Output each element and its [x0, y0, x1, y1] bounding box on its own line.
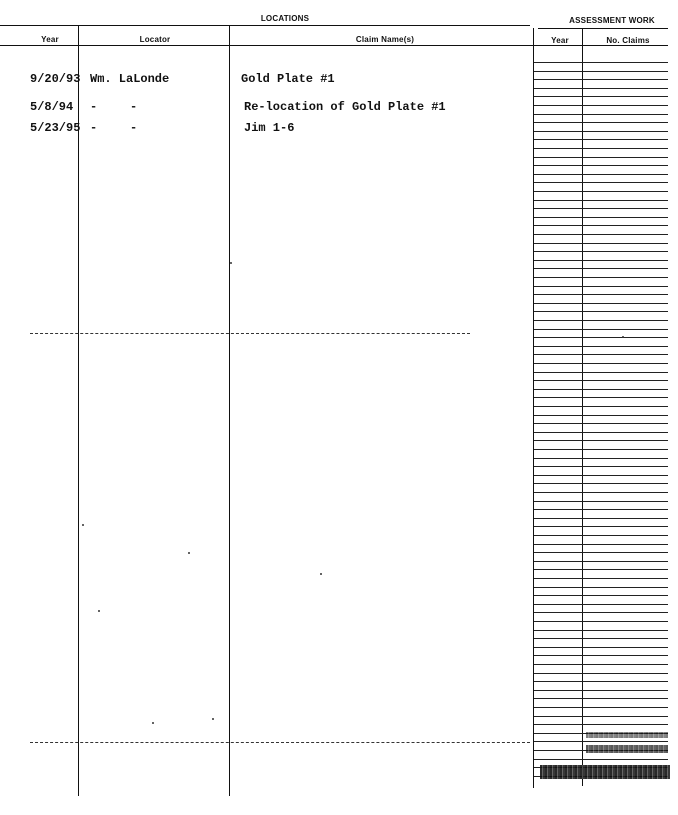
assessment-rule-line [534, 337, 668, 338]
assessment-rule-line [534, 690, 668, 691]
scan-speck [152, 722, 154, 724]
assessment-rule-line [534, 552, 668, 553]
scan-smudge [586, 732, 668, 738]
assessment-rule-line [534, 294, 668, 295]
top-rule-assessment [538, 28, 668, 29]
assessment-rule-line [534, 440, 668, 441]
locations-title: LOCATIONS [260, 14, 310, 23]
assessment-rule-line [534, 286, 668, 287]
assessment-work-title: ASSESSMENT WORK [569, 16, 655, 25]
assessment-rule-line [534, 208, 668, 209]
assessment-rule-line [534, 165, 668, 166]
assessment-rule-line [534, 122, 668, 123]
assessment-rule-line [534, 88, 668, 89]
assessment-rule-line [534, 587, 668, 588]
assessment-rule-line [534, 449, 668, 450]
header-bottom-rule [0, 45, 668, 46]
assessment-rule-line [534, 148, 668, 149]
assessment-rule-line [534, 458, 668, 459]
entry-year: 5/8/94 [30, 100, 74, 114]
assessment-rule-line [534, 354, 668, 355]
assessment-rule-line [534, 406, 668, 407]
scan-speck [212, 718, 214, 720]
column-header-year: Year [41, 35, 59, 44]
assessment-rule-line [534, 346, 668, 347]
scan-smudge [586, 745, 668, 753]
assessment-rule-line [534, 62, 668, 63]
assessment-rule-line [534, 501, 668, 502]
divider-locator-claim [229, 26, 230, 796]
assessment-rule-line [534, 621, 668, 622]
assessment-rule-line [534, 105, 668, 106]
column-header-no-claims: No. Claims [606, 36, 650, 45]
assessment-rule-line [534, 277, 668, 278]
assessment-rule-line [534, 251, 668, 252]
assessment-rule-line [534, 475, 668, 476]
assessment-rule-line [534, 655, 668, 656]
column-header-claim-names: Claim Name(s) [355, 35, 415, 44]
assessment-rule-line [534, 595, 668, 596]
assessment-rule-line [534, 71, 668, 72]
assessment-rule-line [534, 139, 668, 140]
assessment-rule-line [534, 707, 668, 708]
assessment-rule-line [534, 303, 668, 304]
scan-speck [622, 336, 624, 338]
assessment-rule-line [534, 716, 668, 717]
assessment-rule-line [534, 372, 668, 373]
entry-locator: Wm. LaLonde [90, 72, 170, 86]
entry-locator-ditto: - [90, 121, 98, 135]
entry-locator-ditto: - [90, 100, 98, 114]
top-rule-locations [0, 25, 530, 26]
assessment-rule-line [534, 724, 668, 725]
assessment-rule-line [534, 320, 668, 321]
assessment-rule-line [534, 492, 668, 493]
scan-speck [82, 524, 84, 526]
assessment-rule-line [534, 741, 668, 742]
scan-speck [230, 262, 232, 264]
fold-line-upper [30, 333, 470, 334]
assessment-rule-line [534, 526, 668, 527]
entry-claim: Re-location of Gold Plate #1 [244, 100, 446, 114]
assessment-rule-line [534, 200, 668, 201]
assessment-rule-line [534, 483, 668, 484]
assessment-rule-line [534, 397, 668, 398]
assessment-rule-line [534, 509, 668, 510]
assessment-rule-line [534, 174, 668, 175]
assessment-rule-line [534, 569, 668, 570]
assessment-rule-line [534, 612, 668, 613]
assessment-rule-line [534, 182, 668, 183]
assessment-rule-line [534, 673, 668, 674]
assessment-rule-line [534, 647, 668, 648]
assessment-rule-line [534, 432, 668, 433]
assessment-rule-line [534, 243, 668, 244]
entry-locator-ditto: - [130, 121, 138, 135]
column-header-assessment-year: Year [551, 36, 569, 45]
scan-speck [320, 573, 322, 575]
assessment-rule-line [534, 131, 668, 132]
divider-year-locator [78, 26, 79, 796]
divider-claim-assessment [533, 28, 534, 788]
scan-speck [98, 610, 100, 612]
assessment-rule-line [534, 191, 668, 192]
assessment-rule-line [534, 114, 668, 115]
assessment-rule-line [534, 217, 668, 218]
fold-line-lower [30, 742, 530, 743]
assessment-rule-line [534, 681, 668, 682]
assessment-rule-line [534, 664, 668, 665]
assessment-rule-line [534, 698, 668, 699]
assessment-rule-line [534, 423, 668, 424]
assessment-rule-line [534, 329, 668, 330]
scan-speck [188, 552, 190, 554]
assessment-rule-line [534, 544, 668, 545]
entry-year: 9/20/93 [30, 72, 81, 86]
assessment-rule-line [534, 234, 668, 235]
assessment-rule-line [534, 415, 668, 416]
entry-claim: Gold Plate #1 [241, 72, 335, 86]
assessment-rule-line [534, 389, 668, 390]
assessment-rule-line [534, 561, 668, 562]
assessment-rule-line [534, 759, 668, 760]
assessment-rule-line [534, 630, 668, 631]
entry-claim: Jim 1-6 [244, 121, 295, 135]
assessment-rule-line [534, 311, 668, 312]
assessment-rule-line [534, 157, 668, 158]
assessment-rule-line [534, 380, 668, 381]
entry-locator-ditto: - [130, 100, 138, 114]
assessment-rule-line [534, 518, 668, 519]
entry-year: 5/23/95 [30, 121, 81, 135]
assessment-rule-line [534, 363, 668, 364]
assessment-rule-line [534, 225, 668, 226]
assessment-rule-line [534, 578, 668, 579]
column-header-locator: Locator [139, 35, 171, 44]
assessment-rule-line [534, 79, 668, 80]
assessment-rule-line [534, 604, 668, 605]
assessment-rule-line [534, 638, 668, 639]
assessment-rule-line [534, 466, 668, 467]
assessment-rule-line [534, 535, 668, 536]
assessment-rule-line [534, 268, 668, 269]
assessment-rule-line [534, 96, 668, 97]
assessment-rule-line [534, 260, 668, 261]
scan-smudge [540, 765, 670, 779]
